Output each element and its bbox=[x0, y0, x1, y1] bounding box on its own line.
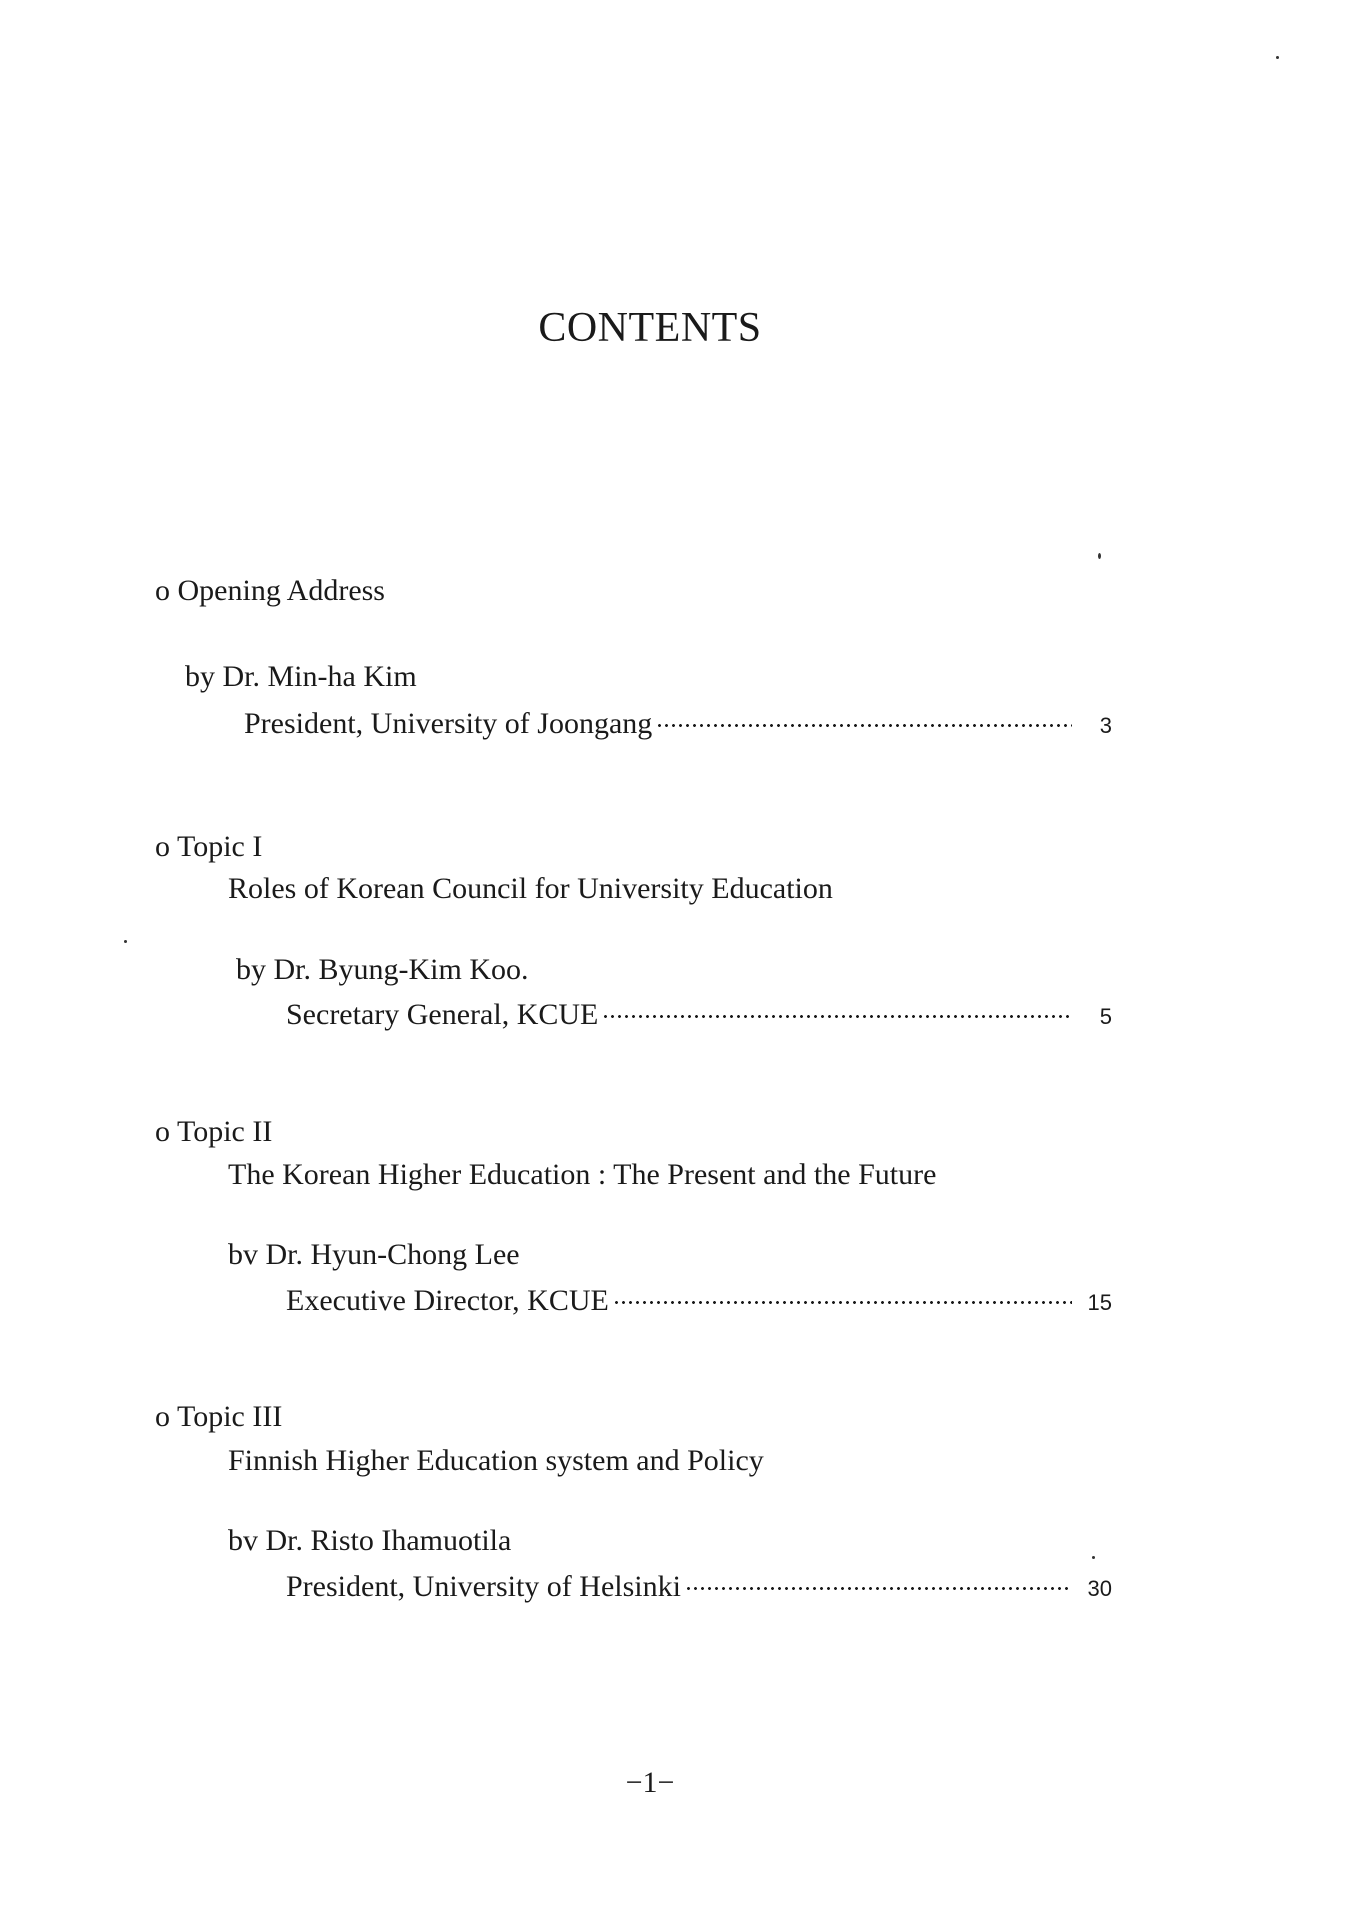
topic1-role: Secretary General, KCUE bbox=[286, 998, 599, 1031]
scan-speck bbox=[1276, 56, 1279, 59]
scan-speck bbox=[1092, 1556, 1095, 1559]
topic3-author: bv Dr. Risto Ihamuotila bbox=[228, 1524, 512, 1557]
topic2-heading: o Topic II bbox=[155, 1115, 273, 1148]
topic3-subject: Finnish Higher Education system and Policy bbox=[228, 1444, 764, 1477]
topic1-author: by Dr. Byung-Kim Koo. bbox=[236, 953, 529, 986]
topic3-page: 30 bbox=[1087, 1576, 1112, 1601]
topic1-entry bbox=[286, 994, 1112, 1030]
topic1-heading: o Topic I bbox=[155, 830, 263, 863]
topic2-page: 15 bbox=[1087, 1290, 1112, 1315]
opening-entry bbox=[244, 703, 1112, 739]
topic2-author: bv Dr. Hyun-Chong Lee bbox=[228, 1238, 520, 1271]
opening-role: President, University of Joongang bbox=[244, 707, 653, 740]
topic3-heading: o Topic III bbox=[155, 1400, 283, 1433]
topic2-subject: The Korean Higher Education : The Present and the Future bbox=[228, 1158, 937, 1191]
topic3-role: President, University of Helsinki bbox=[286, 1570, 681, 1603]
topic1-subject: Roles of Korean Council for University Education bbox=[228, 872, 833, 905]
opening-leader-dots bbox=[656, 699, 1072, 729]
topic3-entry bbox=[286, 1566, 1112, 1602]
opening-author: by Dr. Min-ha Kim bbox=[185, 660, 417, 693]
topic3-leader-dots bbox=[685, 1562, 1072, 1592]
topic2-leader-dots bbox=[613, 1276, 1072, 1306]
opening-page: 3 bbox=[1099, 713, 1112, 738]
topic1-leader-dots bbox=[602, 990, 1072, 1020]
page-number: −1− bbox=[625, 1766, 675, 1799]
topic1-page: 5 bbox=[1099, 1004, 1112, 1029]
opening-heading: o Opening Address bbox=[155, 574, 385, 607]
scan-speck bbox=[1098, 553, 1101, 559]
scan-speck bbox=[124, 940, 127, 943]
topic2-role: Executive Director, KCUE bbox=[286, 1284, 609, 1317]
contents-title: CONTENTS bbox=[538, 305, 762, 351]
topic2-entry bbox=[286, 1280, 1112, 1316]
